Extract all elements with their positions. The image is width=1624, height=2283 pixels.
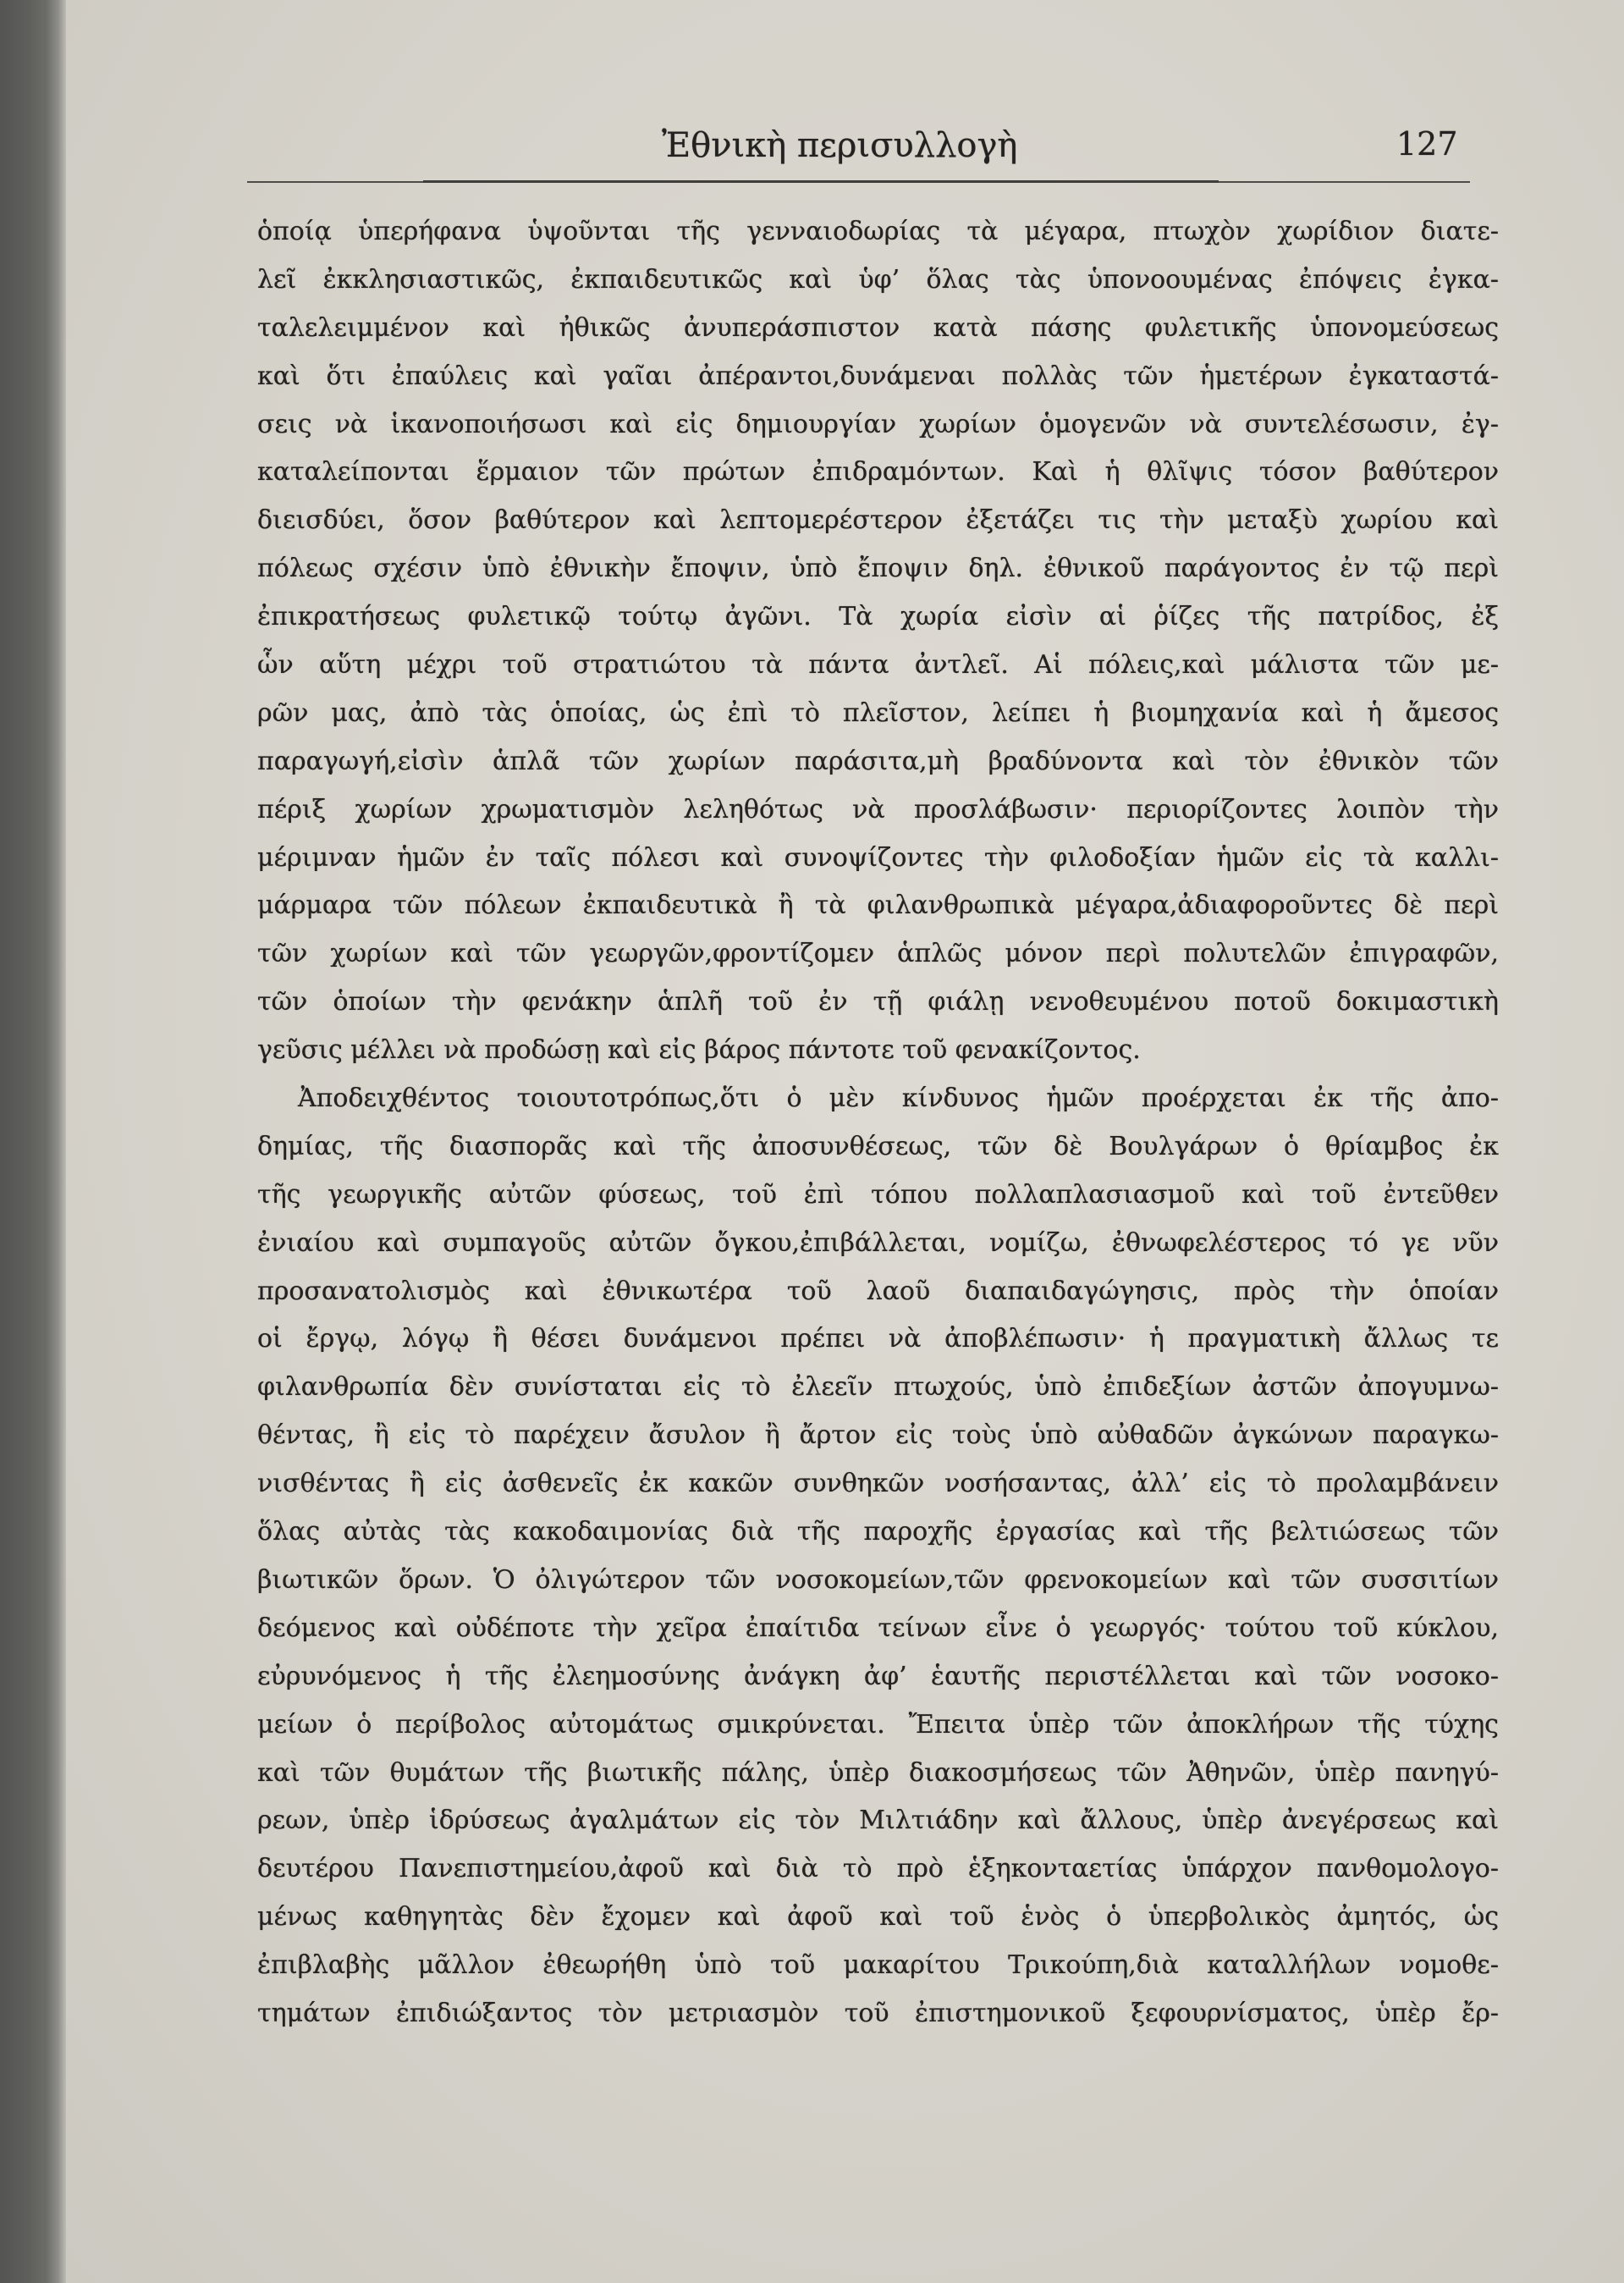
text-line: ὧν αὕτη μέχρι τοῦ στρατιώτου τὰ πάντα ἀντλεῖ. Αἱ πόλεις,καὶ μάλιστα τῶν με- xyxy=(257,650,1499,681)
text-line: ἐπικρατήσεως φυλετικῷ τούτῳ ἀγῶνι. Τὰ χωρία εἰσὶν αἱ ῥίζες τῆς πατρίδος, ἐξ xyxy=(257,602,1499,632)
text-line: ἐνιαίου καὶ συμπαγοῦς αὐτῶν ὄγκου,ἐπιβάλλεται, νομίζω, ἐθνωφελέστερος τό γε νῦν xyxy=(257,1227,1499,1258)
text-line: πέριξ χωρίων χρωματισμὸν λεληθότως νὰ προσλάβωσιν· περιορίζοντες λοιπὸν τὴν xyxy=(257,794,1499,824)
text-line: ρῶν μας, ἀπὸ τὰς ὁποίας, ὡς ἐπὶ τὸ πλεῖστον, λείπει ἡ βιομηχανία καὶ ἡ ἄμεσος xyxy=(257,698,1499,728)
text-line: παραγωγή,εἰσὶν ἁπλᾶ τῶν χωρίων παράσιτα,μὴ βραδύνοντα καὶ τὸν ἐθνικὸν τῶν xyxy=(257,746,1499,776)
paragraph xyxy=(257,208,1499,1075)
text-line: διεισδύει, ὅσον βαθύτερον καὶ λεπτομερέστερον ἐξετάζει τις τὴν μεταξὺ χωρίου καὶ xyxy=(257,505,1499,536)
text-line: ὅλας αὐτὰς τὰς κακοδαιμονίας διὰ τῆς παροχῆς ἐργασίας καὶ τῆς βελτιώσεως τῶν xyxy=(257,1517,1499,1547)
text-line: δεόμενος καὶ οὐδέποτε τὴν χεῖρα ἐπαίτιδα τείνων εἶνε ὁ γεωργός· τούτου τοῦ κύκλου, xyxy=(257,1613,1499,1643)
page-number: 127 xyxy=(1396,125,1458,163)
text-line: πόλεως σχέσιν ὑπὸ ἐθνικὴν ἔποψιν, ὑπὸ ἔποψιν δηλ. ἐθνικοῦ παράγοντος ἐν τῷ περὶ xyxy=(257,554,1499,584)
text-line: μένως καθηγητὰς δὲν ἔχομεν καὶ ἀφοῦ καὶ τοῦ ἑνὸς ὁ ὑπερβολικὸς ἀμητός, ὡς xyxy=(257,1902,1499,1933)
text-line: νισθέντας ἢ εἰς ἀσθενεῖς ἐκ κακῶν συνθηκῶν νοσήσαντας, ἀλλ’ εἰς τὸ προλαμβάνειν xyxy=(257,1469,1499,1499)
text-line: μείων ὁ περίβολος αὐτομάτως σμικρύνεται. Ἔπειτα ὑπὲρ τῶν ἀποκλήρων τῆς τύχης xyxy=(257,1709,1499,1740)
text-line: εὐρυνόμενος ἡ τῆς ἐλεημοσύνης ἀνάγκη ἀφ’ ἑαυτῆς περιστέλλεται καὶ τῶν νοσοκο- xyxy=(257,1661,1499,1691)
text-line: βιωτικῶν ὅρων. Ὁ ὀλιγώτερον τῶν νοσοκομείων,τῶν φρενοκομείων καὶ τῶν συσσιτίων xyxy=(257,1564,1499,1595)
text-line: καταλείπονται ἕρμαιον τῶν πρώτων ἐπιδραμόντων. Καὶ ἡ θλῖψις τόσον βαθύτερον xyxy=(257,457,1499,488)
text-line: ταλελειμμένον καὶ ἠθικῶς ἀνυπεράσπιστον κατὰ πάσης φυλετικῆς ὑπονομεύσεως xyxy=(257,312,1499,343)
text-line: τημάτων ἐπιδιώξαντος τὸν μετριασμὸν τοῦ ἐπιστημονικοῦ ξεφουρνίσματος, ὑπὲρ ἔρ- xyxy=(257,1998,1499,2028)
text-line: μάρμαρα τῶν πόλεων ἐκπαιδευτικὰ ἢ τὰ φιλανθρωπικὰ μέγαρα,ἀδιαφοροῦντες δὲ περὶ xyxy=(257,891,1499,921)
text-line: ὁποίᾳ ὑπερήφανα ὑψοῦνται τῆς γενναιοδωρίας τὰ μέγαρα, πτωχὸν χωρίδιον διατε- xyxy=(257,217,1499,246)
text-line: τῶν χωρίων καὶ τῶν γεωργῶν,φροντίζομεν ἁπλῶς μόνον περὶ πολυτελῶν ἐπιγραφῶν, xyxy=(257,939,1499,969)
header-rule-center xyxy=(423,180,1219,183)
paragraph xyxy=(257,1075,1499,2038)
text-line: ρεων, ὑπὲρ ἱδρύσεως ἀγαλμάτων εἰς τὸν Μιλτιάδην καὶ ἄλλους, ὑπὲρ ἀνεγέρσεως καὶ xyxy=(257,1806,1499,1836)
binding-edge xyxy=(0,0,66,2283)
text-line: καὶ τῶν θυμάτων τῆς βιωτικῆς πάλης, ὑπὲρ διακοσμήσεως τῶν Ἀθηνῶν, ὑπὲρ πανηγύ- xyxy=(257,1757,1499,1788)
text-line: ἐπιβλαβὴς μᾶλλον ἐθεωρήθη ὑπὸ τοῦ μακαρίτου Τρικούπη,διὰ καταλλήλων νομοθε- xyxy=(257,1950,1499,1981)
text-line: Ἀποδειχθέντος τοιουτοτρόπως,ὅτι ὁ μὲν κίνδυνος ἡμῶν προέρχεται ἐκ τῆς ἀπο- xyxy=(298,1084,1499,1114)
text-line: λεῖ ἐκκλησιαστικῶς, ἐκπαιδευτικῶς καὶ ὑφ’ ὅλας τὰς ὑπονοουμένας ἐπόψεις ἐγκα- xyxy=(257,264,1499,295)
body-text xyxy=(257,208,1499,2038)
text-line: προσανατολισμὸς καὶ ἐθνικωτέρα τοῦ λαοῦ διαπαιδαγώγησις, πρὸς τὴν ὁποίαν xyxy=(257,1276,1499,1306)
text-line: φιλανθρωπία δὲν συνίσταται εἰς τὸ ἐλεεῖν πτωχούς, ὑπὸ ἐπιδεξίων ἀστῶν ἀπογυμνω- xyxy=(257,1372,1499,1403)
running-title: Ἐθνικὴ περισυλλογὴ xyxy=(662,126,1018,165)
text-line: δημίας, τῆς διασπορᾶς καὶ τῆς ἀποσυνθέσεως, τῶν δὲ Βουλγάρων ὁ θρίαμβος ἐκ xyxy=(257,1131,1499,1161)
text-line: καὶ ὅτι ἐπαύλεις καὶ γαῖαι ἀπέραντοι,δυνάμεναι πολλὰς τῶν ἡμετέρων ἐγκαταστά- xyxy=(257,361,1499,391)
text-line: σεις νὰ ἱκανοποιήσωσι καὶ εἰς δημιουργίαν χωρίων ὁμογενῶν νὰ συντελέσωσιν, ἐγ- xyxy=(257,409,1499,439)
text-line: τῆς γεωργικῆς αὐτῶν φύσεως, τοῦ ἐπὶ τόπου πολλαπλασιασμοῦ καὶ τοῦ ἐντεῦθεν xyxy=(257,1179,1499,1210)
text-line: γεῦσις μέλλει νὰ προδώσῃ καὶ εἰς βάρος πάντοτε τοῦ φενακίζοντος. xyxy=(257,1035,1141,1066)
text-line: θέντας, ἢ εἰς τὸ παρέχειν ἄσυλον ἢ ἄρτον εἰς τοὺς ὑπὸ αὐθαδῶν ἀγκώνων παραγκω- xyxy=(257,1420,1499,1451)
text-line: τῶν ὁποίων τὴν φενάκην ἁπλῆ τοῦ ἐν τῇ φιάλῃ νενοθευμένου ποτοῦ δοκιμαστικὴ xyxy=(257,987,1499,1017)
text-line: μέριμναν ἡμῶν ἐν ταῖς πόλεσι καὶ συνοψίζοντες τὴν φιλοδοξίαν ἡμῶν εἰς τὰ καλλι- xyxy=(257,842,1499,873)
text-line: δευτέρου Πανεπιστημείου,ἀφοῦ καὶ διὰ τὸ πρὸ ἑξηκονταετίας ὑπάρχον πανθομολογο- xyxy=(257,1854,1499,1884)
text-line: οἱ ἔργῳ, λόγῳ ἢ θέσει δυνάμενοι πρέπει νὰ ἀποβλέπωσιν· ἡ πραγματικὴ ἄλλως τε xyxy=(257,1324,1499,1354)
